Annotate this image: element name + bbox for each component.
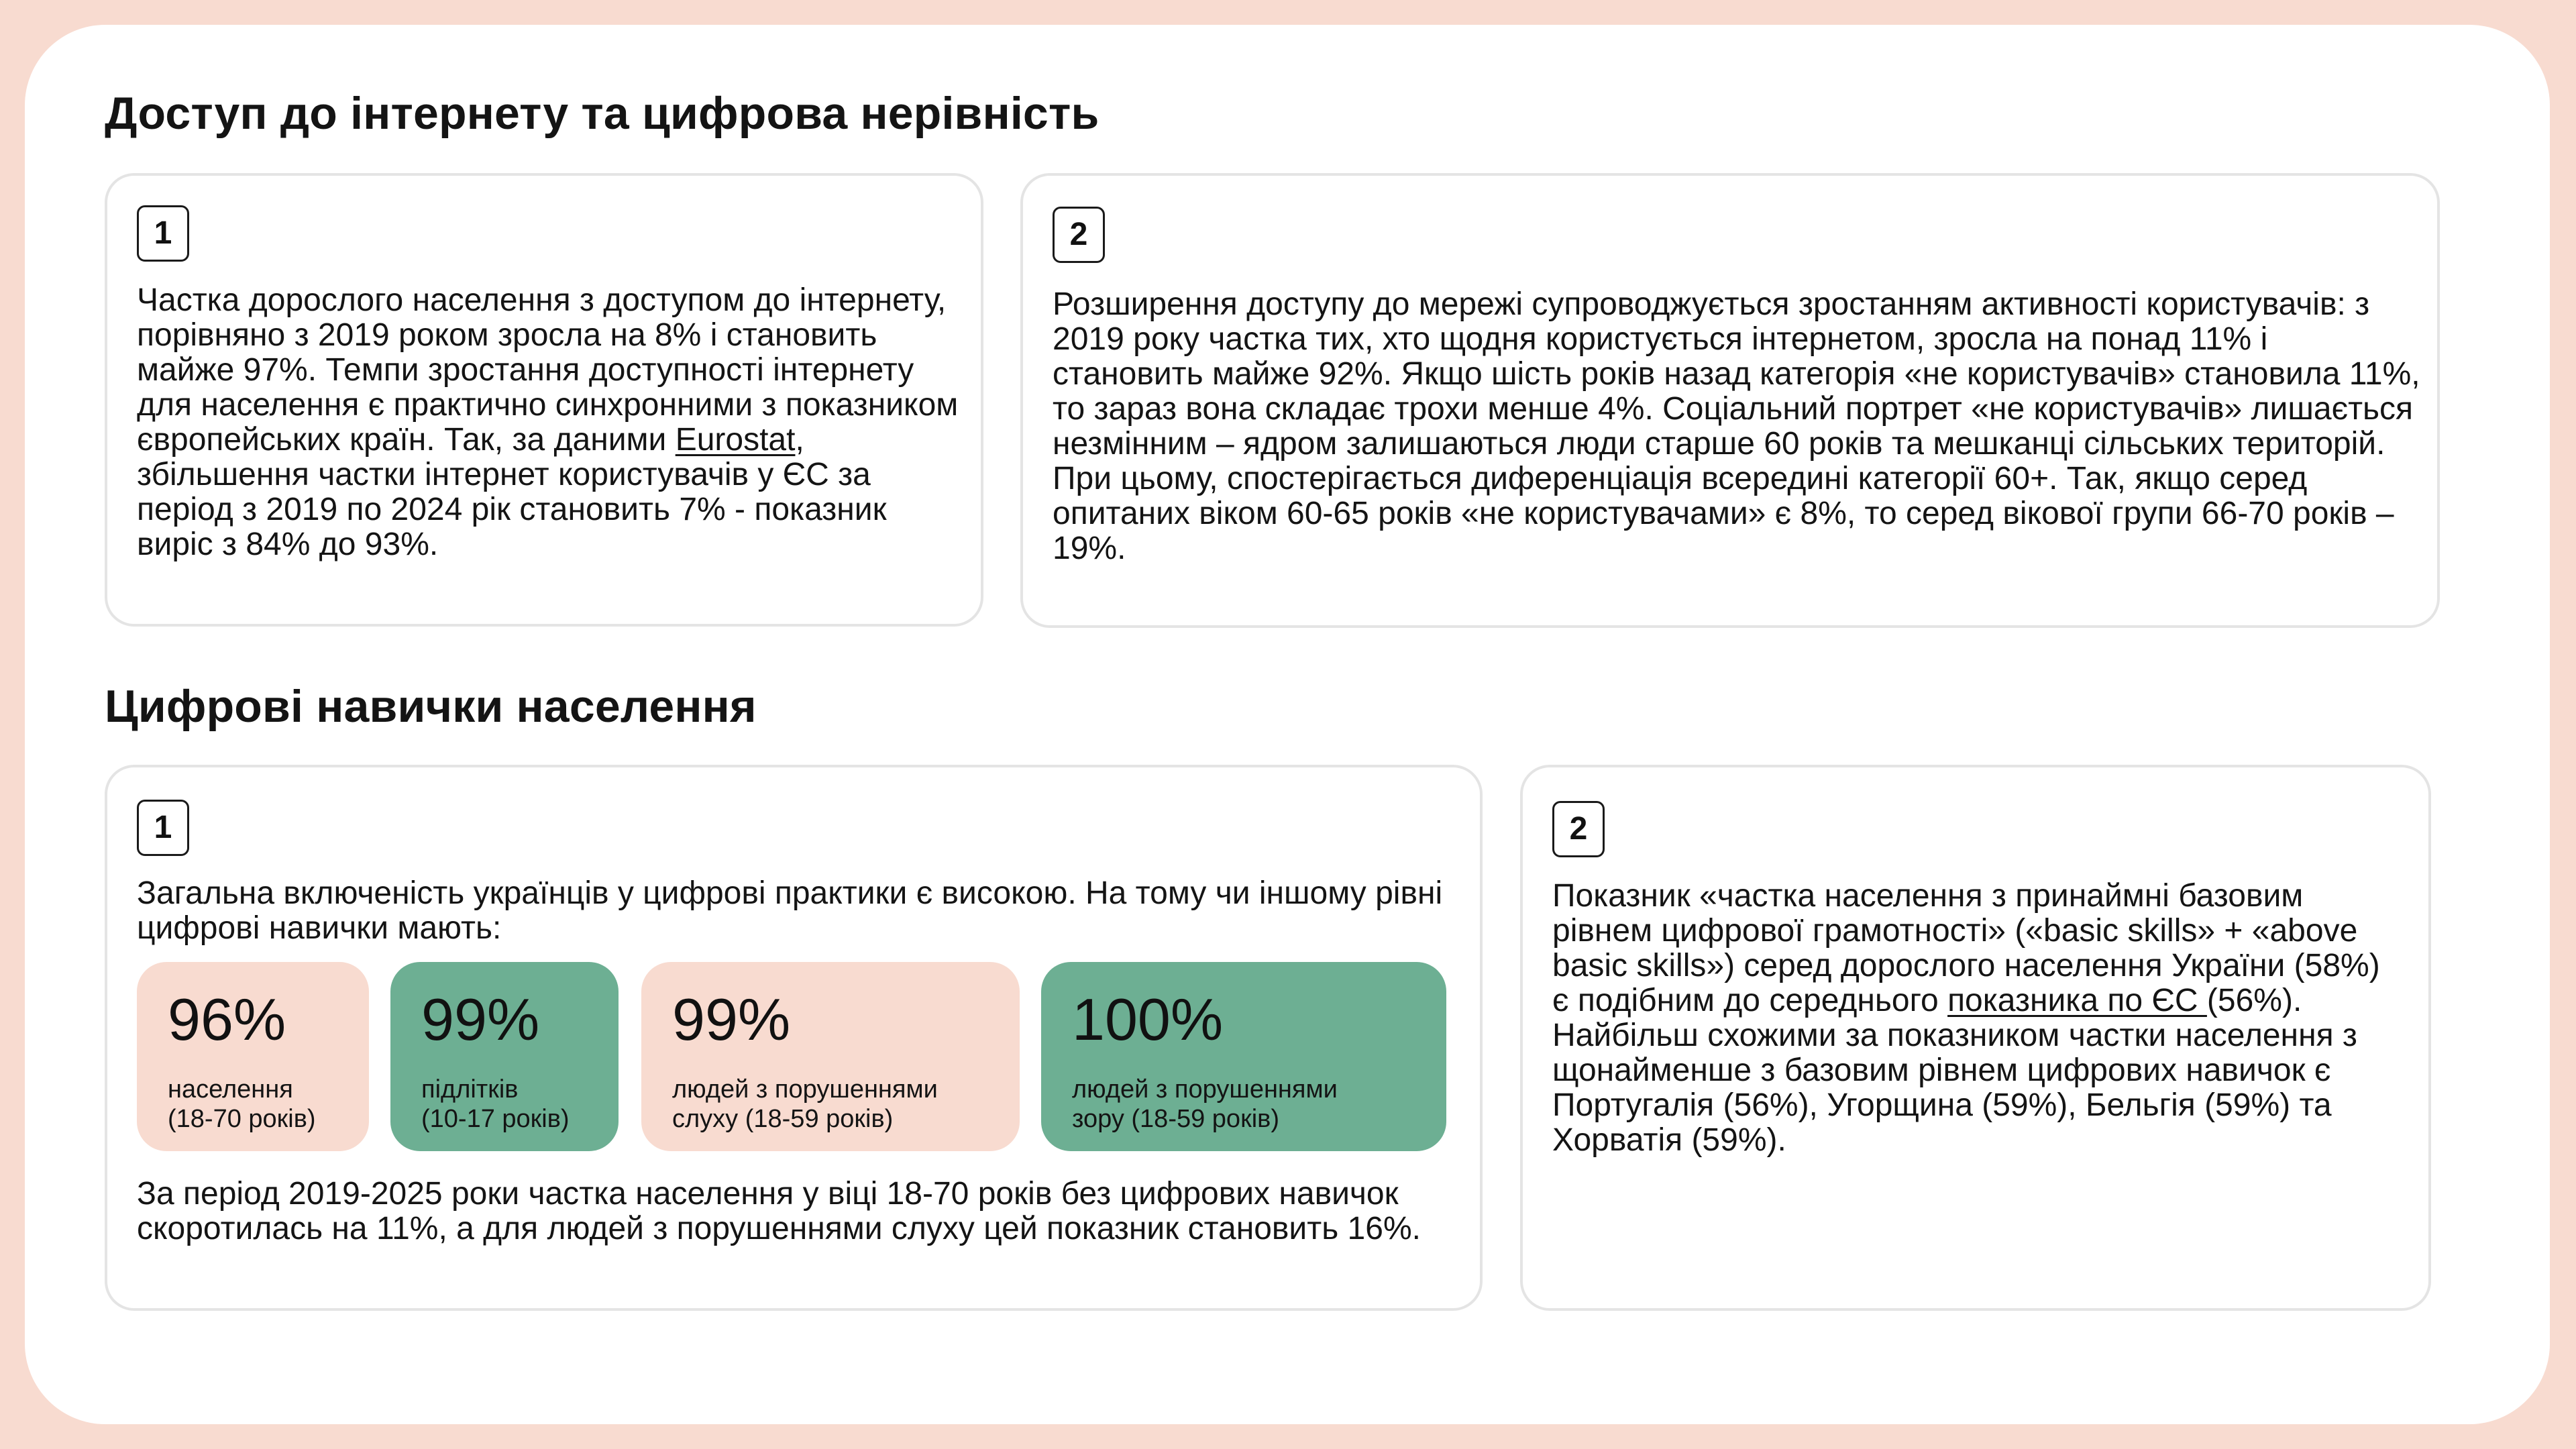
card-number-badge: 2	[1552, 801, 1605, 857]
card-text-part: Частка дорослого населення з доступом до інтернету, порівняно з 2019 роком зросла на 8% і становить майже 97%. Темпи зростання доступності інтернету для населення є практично синхронними з показником європейських країн. Так, за даними	[137, 282, 959, 458]
stat-value: 96%	[168, 986, 286, 1053]
stat-card-hearing-impaired	[641, 962, 1020, 1151]
stat-value: 99%	[672, 986, 791, 1053]
stat-value: 99%	[421, 986, 540, 1053]
digital-skills-card-1	[105, 765, 1483, 1311]
eurostat-link[interactable]: Eurostat	[675, 422, 796, 458]
card-intro-text: Загальна включеність українців у цифрові практики є високою. На тому чи іншому рівні цифрові навички мають:	[137, 875, 1443, 946]
card-text-part: (56%). Найбільш схожими за показником частки населення з щонайменше з базовим рівнем цифрових навичок є Португалія (56%), Угорщина (59%), Бельгія (59%) та Хорватія (59%).	[1552, 983, 2357, 1158]
stat-value: 100%	[1072, 986, 1224, 1053]
card-number-badge: 1	[137, 800, 189, 856]
card-text-part: , збільшення частки інтернет користувачів у ЄС за період з 2019 по 2024 рік становить 7% - показник виріс з 84% до 93%.	[137, 422, 887, 562]
stat-label: людей з порушеннями зору (18-59 років)	[1072, 1075, 1338, 1133]
stat-card-population	[137, 962, 369, 1151]
card-text	[137, 283, 962, 562]
card-text: Розширення доступу до мережі супроводжується зростанням активності користувачів: з 2019 року частка тих, хто щодня користується інтернетом, зросла на понад 11% і становить майже 92%. Якщо шість років назад категорія «не користувачів» становила 11%, то зараз вона складає трохи менше 4%. Соціальний портрет «не користувачів» лишається незмінним – ядром залишаються люди старше 60 років та мешканці сільських територій. При цьому, спостерігається диференціація всередині категорії 60+. Так, якщо серед опитаних віком 60-65 років «не користувачами» є 8%, то серед вікової групи 66-70 років – 19%.	[1053, 286, 2420, 566]
card-text	[1552, 879, 2404, 1158]
card-number-badge: 2	[1053, 207, 1105, 263]
card-text-part: Показник «частка населення з принаймні базовим рівнем цифрової грамотності» («basic skills» + «above basic skills») серед дорослого населення України (58%) є подібним до середнього	[1552, 878, 2380, 1018]
internet-access-card-1	[105, 173, 983, 627]
section-title-digital-skills: Цифрові навички населення	[105, 681, 757, 732]
stat-label: населення (18-70 років)	[168, 1075, 316, 1133]
card-number-badge: 1	[137, 205, 189, 262]
card-outro-text: За період 2019-2025 роки частка населення у віці 18-70 років без цифрових навичок скоротилась на 11%, а для людей з порушеннями слуху цей показник становить 16%.	[137, 1176, 1421, 1246]
stat-card-teenagers	[390, 962, 619, 1151]
internet-access-card-2	[1020, 173, 2440, 628]
eu-indicator-link[interactable]: показника по ЄС	[1947, 983, 2207, 1018]
stat-card-vision-impaired	[1041, 962, 1446, 1151]
stat-label: підлітків (10-17 років)	[421, 1075, 570, 1133]
digital-skills-card-2	[1520, 765, 2431, 1311]
section-title-internet-access: Доступ до інтернету та цифрова нерівність	[105, 88, 1099, 139]
stat-label: людей з порушеннями слуху (18-59 років)	[672, 1075, 938, 1133]
